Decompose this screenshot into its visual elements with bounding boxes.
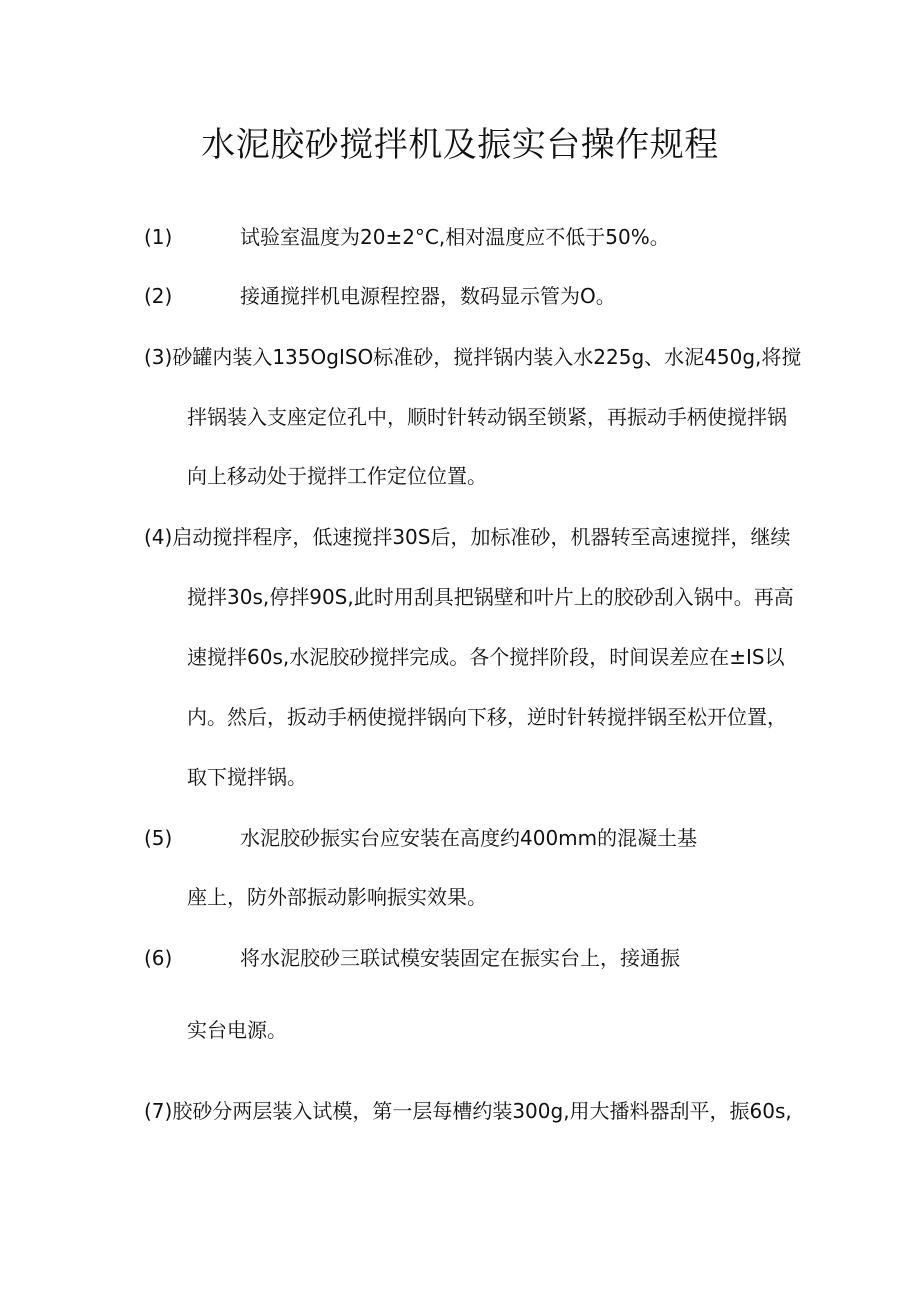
- item-text-continuation: 座上，防外部振动影响振实效果。: [187, 885, 487, 909]
- item-text-continuation: 拌锅装入支座定位孔中，顺时针转动锅至锁紧，再振动手柄使搅拌锅: [187, 405, 787, 429]
- item-text-continuation: 内。然后，扳动手柄使搅拌锅向下移，逆时针转搅拌锅至松开位置，: [187, 705, 787, 729]
- item-text-continuation: 取下搅拌锅。: [187, 765, 307, 789]
- item-text: 将水泥胶砂三联试模安装固定在振实台上，接通振: [240, 946, 680, 970]
- item-text: (7)胶砂分两层装入试模，第一层每槽约装300g,用大播料器刮平，振60s,: [144, 1099, 792, 1123]
- item-text: (4)启动搅拌程序，低速搅拌30S后，加标准砂，机器转至高速搅拌，继续: [144, 525, 791, 549]
- item-number: (5): [144, 826, 173, 850]
- item-text-continuation: 搅拌30s,停拌90S,此时用刮具把锅壁和叶片上的胶砂刮入锅中。再高: [187, 585, 794, 609]
- item-text: (3)砂罐内装入135OgISO标准砂，搅拌锅内装入水225g、水泥450g,将搅: [144, 345, 802, 369]
- item-text: 水泥胶砂振实台应安装在高度约400mm的混凝土基: [240, 826, 698, 850]
- page-title: 水泥胶砂搅拌机及振实台操作规程: [201, 125, 719, 165]
- item-number: (6): [144, 946, 173, 970]
- item-text-continuation: 速搅拌60s,水泥胶砂搅拌完成。各个搅拌阶段，时间误差应在±IS以: [187, 645, 785, 669]
- item-text-continuation: 向上移动处于搅拌工作定位位置。: [187, 464, 487, 488]
- item-text: 接通搅拌机电源程控器，数码显示管为O。: [240, 284, 616, 308]
- item-text-continuation: 实台电源。: [187, 1018, 287, 1042]
- item-number: (2): [144, 284, 173, 308]
- item-number: (1): [144, 225, 173, 249]
- item-text: 试验室温度为20±2°C,相对温度应不低于50%。: [240, 225, 670, 249]
